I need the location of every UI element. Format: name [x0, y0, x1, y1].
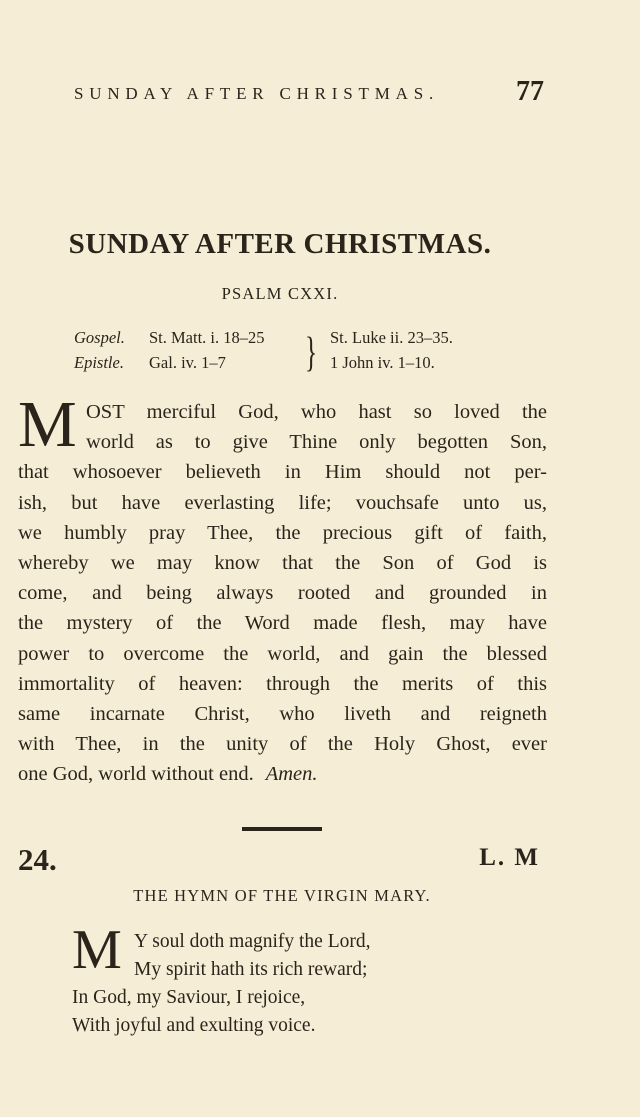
collect-line: with Thee, in the unity of the Holy Ghost, ever	[18, 733, 547, 756]
hymn-line: My spirit hath its rich reward;	[134, 959, 368, 980]
lessons-table	[74, 328, 514, 378]
gospel-reference-2: St. Luke ii. 23–35.	[330, 328, 453, 347]
section-divider	[242, 827, 322, 831]
collect-line: come, and being always rooted and grounded in	[18, 582, 547, 605]
collect-line: the mystery of the Word made flesh, may have	[18, 612, 547, 635]
collect-line: whereby we may know that the Son of God is	[18, 551, 547, 574]
section-title: SUNDAY AFTER CHRISTMAS.	[68, 228, 492, 260]
collect-text	[18, 397, 547, 789]
collect-line: that whosoever believeth in Him should not per-	[18, 461, 547, 484]
collect-line: one God, world without end.	[18, 763, 254, 786]
amen: Amen.	[265, 763, 318, 786]
psalm-reference: PSALM CXXI.	[221, 284, 339, 303]
hymn-title: THE HYMN OF THE VIRGIN MARY.	[133, 886, 431, 905]
collect-line: same incarnate Christ, who liveth and reigneth	[18, 702, 547, 725]
hymn-verse	[72, 928, 492, 1040]
hymn-meter: L. M	[479, 844, 540, 871]
collect-line: ish, but have everlasting life; vouchsafe unto us,	[18, 491, 547, 514]
collect-line: immortality of heaven: through the merits of this	[18, 672, 547, 695]
running-head-title: SUNDAY AFTER CHRISTMAS.	[74, 84, 439, 103]
collect-dropcap: M	[18, 388, 75, 461]
collect-line: we humbly pray Thee, the precious gift of faith,	[18, 521, 547, 544]
gospel-label: Gospel.	[74, 328, 125, 347]
hymn-line: In God, my Saviour, I rejoice,	[72, 987, 306, 1008]
collect-line: world as to give Thine only begotten Son,	[86, 431, 547, 454]
hymn-number: 24.	[18, 842, 57, 877]
collect-line: power to overcome the world, and gain the blessed	[18, 642, 547, 665]
epistle-label: Epistle.	[74, 353, 124, 372]
collect-line: OST merciful God, who hast so loved the	[86, 401, 547, 423]
epistle-reference-1: Gal. iv. 1–7	[149, 353, 226, 372]
hymn-dropcap: M	[72, 919, 119, 981]
running-head	[74, 76, 544, 110]
hymn-line: Y soul doth magnify the Lord,	[134, 931, 371, 952]
page-number: 77	[516, 76, 544, 107]
brace-glyph: }	[305, 330, 318, 376]
epistle-reference-2: 1 John iv. 1–10.	[330, 353, 435, 372]
hymn-line: With joyful and exulting voice.	[72, 1015, 316, 1036]
gospel-reference-1: St. Matt. i. 18–25	[149, 328, 265, 347]
collect-last-line	[18, 759, 547, 789]
